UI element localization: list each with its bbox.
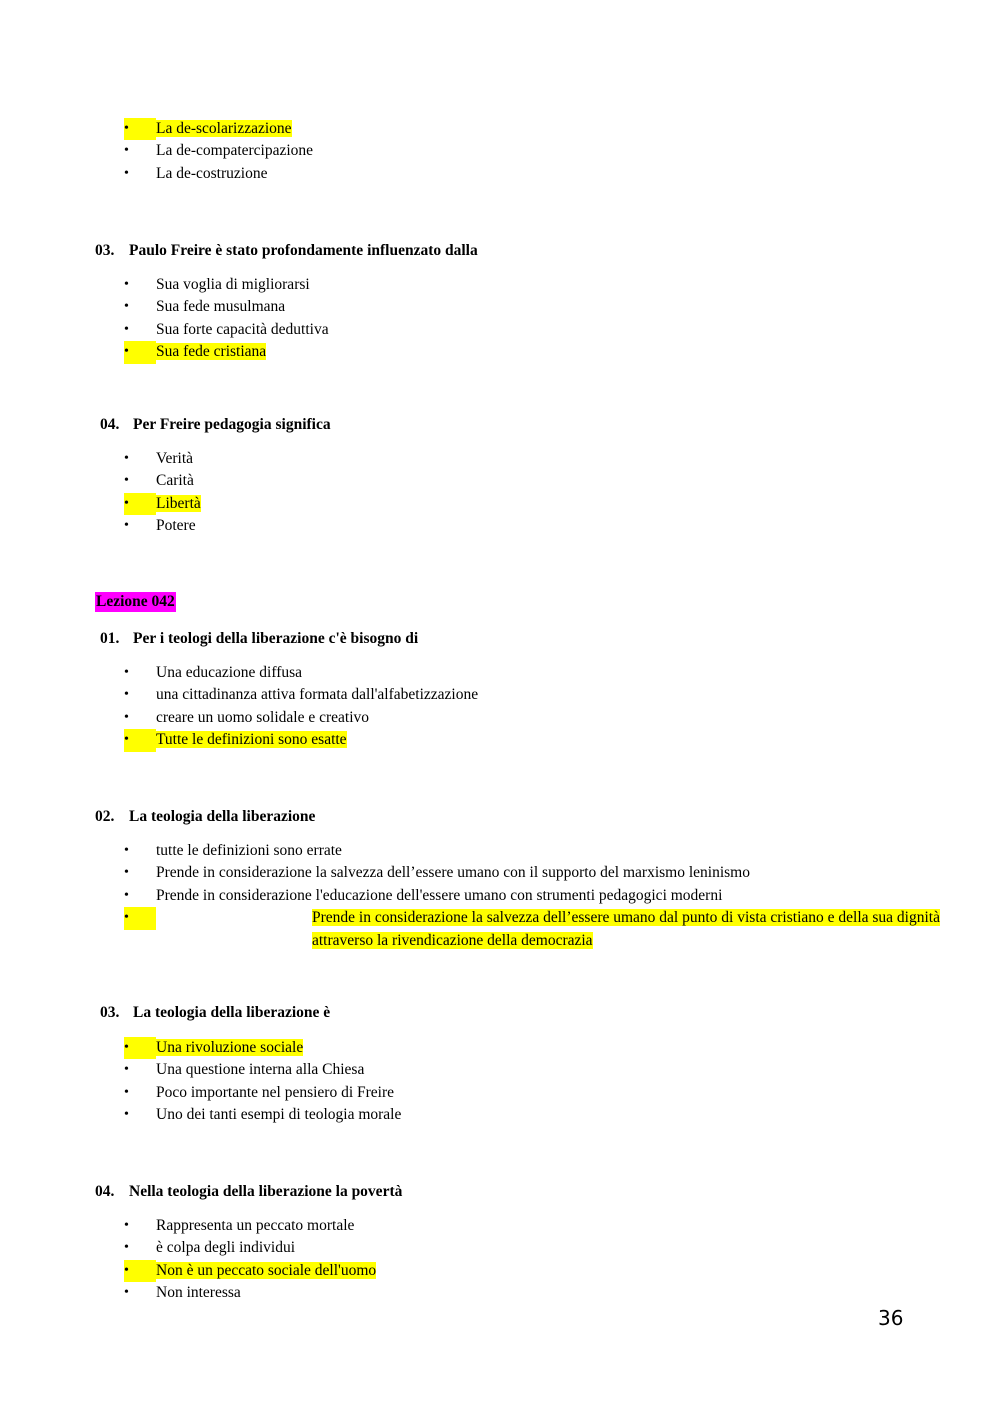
- answer-option: [0, 319, 1000, 341]
- question-number: 02.: [95, 808, 115, 825]
- answer-option: [0, 448, 1000, 470]
- answer-text: [156, 662, 302, 684]
- bullet-icon: •: [124, 143, 129, 159]
- answer-text-content: La de-costruzione: [156, 164, 268, 182]
- bullet-icon: •: [124, 518, 129, 534]
- question-heading: [100, 415, 331, 435]
- answer-text-content: La de-compatercipazione: [156, 142, 314, 160]
- answer-list: [0, 662, 1000, 752]
- bullet-icon: •: [124, 687, 129, 703]
- answer-text: [156, 1260, 376, 1282]
- answer-text-content: Una questione interna alla Chiesa: [156, 1061, 365, 1079]
- answer-option-highlighted: [0, 341, 1000, 363]
- answer-text: [156, 1215, 354, 1237]
- answer-text-content: creare un uomo solidale e creativo: [156, 708, 370, 726]
- bullet-icon: •: [124, 473, 129, 489]
- answer-option: [0, 862, 1000, 884]
- answer-text: [156, 1037, 303, 1059]
- bullet-icon: •: [124, 493, 156, 515]
- bullet-icon: •: [124, 1084, 129, 1100]
- bullet-icon: •: [124, 1218, 129, 1233]
- answer-list: [0, 840, 1000, 952]
- answer-text-content: tutte le definizioni sono errate: [156, 842, 342, 859]
- bullet-icon: •: [124, 451, 129, 466]
- bullet-icon: •: [124, 341, 156, 363]
- answer-text: [312, 907, 1000, 952]
- answer-option: [0, 1282, 1000, 1304]
- bullet-icon: •: [124, 1037, 156, 1059]
- answer-text: [156, 885, 722, 907]
- bullet-icon: •: [124, 1062, 129, 1078]
- bullet-icon: •: [124, 321, 129, 337]
- page-number: 36: [878, 1306, 904, 1330]
- question-heading: [100, 629, 418, 649]
- bullet-icon: •: [124, 887, 129, 903]
- question-heading: [95, 241, 478, 261]
- answer-list: [0, 274, 1000, 364]
- bullet-icon: •: [124, 165, 129, 181]
- answer-text-content: Libertà: [156, 494, 201, 512]
- answer-text: [156, 862, 750, 884]
- answer-list: [0, 1037, 1000, 1127]
- answer-text: [156, 319, 329, 341]
- bullet-icon: •: [124, 865, 129, 881]
- answer-option-highlighted: [0, 1037, 1000, 1059]
- bullet-icon: •: [124, 665, 129, 680]
- answer-option: [0, 1215, 1000, 1237]
- answer-text-content: Prende in considerazione l'educazione dell'essere umano con strumenti pedagogici moderni: [156, 886, 723, 904]
- answer-text-content: Poco importante nel pensiero di Freire: [156, 1083, 395, 1101]
- bullet-icon: •: [124, 118, 156, 140]
- answer-text-content: Sua forte capacità deduttiva: [156, 320, 329, 338]
- answer-text-content: Prende in considerazione la salvezza dell’essere umano dal punto di vista cristiano e della sua dignità attraverso la rivendicazione della democrazia: [312, 909, 940, 949]
- answer-text: [156, 296, 285, 318]
- answer-text-content: Sua fede cristiana: [156, 343, 267, 361]
- answer-text: [156, 515, 196, 537]
- answer-text-content: Uno dei tanti esempi di teologia morale: [156, 1106, 402, 1124]
- answer-option: [0, 1082, 1000, 1104]
- bullet-icon: •: [124, 277, 129, 292]
- answer-text: [156, 729, 347, 751]
- answer-text-content: Una rivoluzione sociale: [156, 1039, 304, 1056]
- answer-text: [156, 448, 193, 470]
- answer-text-content: Sua fede musulmana: [156, 298, 286, 316]
- question-text: Nella teologia della liberazione la povertà: [129, 1183, 403, 1200]
- answer-text: [156, 274, 310, 296]
- answer-text: [156, 840, 342, 862]
- answer-list: [0, 118, 1000, 185]
- answer-option: [0, 662, 1000, 684]
- answer-text-content: Verità: [156, 450, 194, 467]
- answer-option: [0, 163, 1000, 185]
- answer-text-content: Carità: [156, 472, 194, 490]
- bullet-icon: •: [124, 299, 129, 315]
- answer-text-content: Una educazione diffusa: [156, 664, 303, 681]
- question-number: 04.: [95, 1183, 115, 1200]
- answer-option-highlighted: [0, 1260, 1000, 1282]
- bullet-icon: •: [124, 843, 129, 858]
- answer-option: [0, 470, 1000, 492]
- question-number: 03.: [100, 1004, 120, 1021]
- answer-text-content: Potere: [156, 517, 196, 535]
- answer-text: [156, 341, 266, 363]
- answer-option: [0, 707, 1000, 729]
- answer-option: [0, 1059, 1000, 1081]
- bullet-icon: •: [124, 1240, 129, 1256]
- answer-text-content: Tutte le definizioni sono esatte: [156, 731, 347, 749]
- answer-text: [156, 493, 201, 515]
- answer-text: [156, 118, 292, 140]
- answer-option: [0, 515, 1000, 537]
- answer-text: [156, 684, 478, 706]
- question-number: 01.: [100, 630, 120, 647]
- answer-text: [156, 1237, 295, 1259]
- answer-text: [156, 1059, 364, 1081]
- question-heading: [100, 1003, 330, 1023]
- answer-option: [0, 684, 1000, 706]
- answer-text: [156, 1104, 401, 1126]
- answer-option: [0, 1237, 1000, 1259]
- answer-option-highlighted: [0, 907, 1000, 952]
- answer-option: [0, 840, 1000, 862]
- question-heading: [95, 807, 315, 827]
- answer-option-highlighted: [0, 118, 1000, 140]
- answer-option: [0, 1104, 1000, 1126]
- lesson-heading: Lezione 042: [96, 593, 175, 610]
- answer-text: [156, 140, 313, 162]
- answer-option: [0, 140, 1000, 162]
- bullet-icon: •: [124, 1107, 129, 1123]
- answer-option-highlighted: [0, 493, 1000, 515]
- answer-text-content: Non interessa: [156, 1284, 241, 1302]
- answer-text-content: Prende in considerazione la salvezza dell’essere umano con il supporto del marxismo leninismo: [156, 864, 750, 882]
- question-number: 04.: [100, 416, 120, 433]
- answer-text-content: Rappresenta un peccato mortale: [156, 1217, 355, 1234]
- answer-text: [156, 1082, 394, 1104]
- answer-text-content: La de-scolarizzazione: [156, 120, 292, 137]
- answer-text-content: Non è un peccato sociale dell'uomo: [156, 1261, 377, 1279]
- answer-text-content: è colpa degli individui: [156, 1239, 296, 1257]
- question-text: La teologia della liberazione: [129, 808, 316, 825]
- bullet-icon: •: [124, 1260, 156, 1282]
- answer-option: [0, 885, 1000, 907]
- bullet-icon: •: [124, 729, 156, 751]
- answer-text: [156, 1282, 241, 1304]
- answer-text: [156, 163, 267, 185]
- question-text: Per Freire pedagogia significa: [133, 416, 331, 433]
- answer-option: [0, 274, 1000, 296]
- question-text: Per i teologi della liberazione c'è bisogno di: [133, 630, 419, 647]
- answer-list: [0, 448, 1000, 538]
- answer-text-content: Sua voglia di migliorarsi: [156, 276, 310, 293]
- question-heading: [95, 1182, 402, 1202]
- bullet-icon: •: [124, 907, 156, 929]
- answer-list: [0, 1215, 1000, 1305]
- answer-text: [156, 707, 369, 729]
- bullet-icon: •: [124, 709, 129, 725]
- answer-text-content: una cittadinanza attiva formata dall'alfabetizzazione: [156, 686, 479, 704]
- question-text: Paulo Freire è stato profondamente influenzato dalla: [129, 242, 478, 259]
- bullet-icon: •: [124, 1285, 129, 1301]
- answer-option: [0, 296, 1000, 318]
- answer-text: [156, 470, 194, 492]
- question-number: 03.: [95, 242, 115, 259]
- answer-option-highlighted: [0, 729, 1000, 751]
- question-text: La teologia della liberazione è: [133, 1004, 331, 1021]
